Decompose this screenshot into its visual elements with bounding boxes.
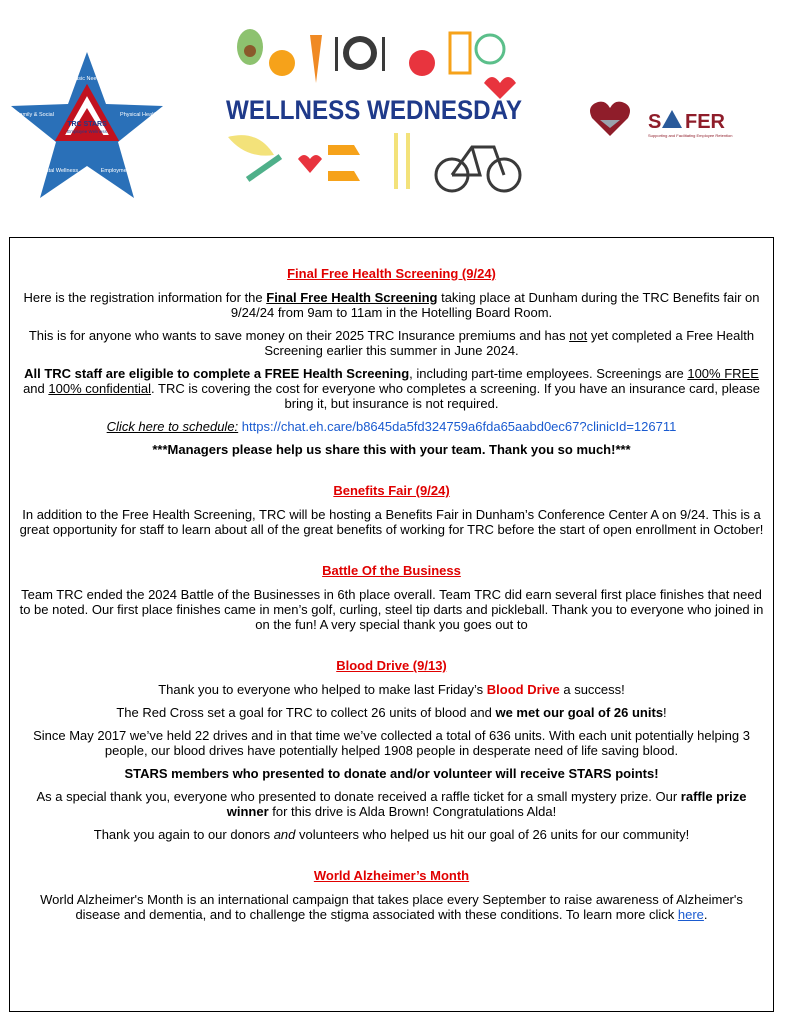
trc-stars-logo xyxy=(8,50,166,200)
fork-icon xyxy=(335,37,338,71)
orange-icon xyxy=(269,50,295,76)
schedule-label: Click here to schedule: xyxy=(106,419,239,434)
sneaker-icon xyxy=(328,145,360,155)
wheat-icon xyxy=(394,133,398,189)
screening-paragraph-2: This is for anyone who wants to save money on their 2025 TRC Insurance premiums and has not yet completed a Free Health Screening earlier this summer in June 2024. xyxy=(28,328,755,358)
apple-icon xyxy=(409,50,435,76)
wellness-wednesday-graphic xyxy=(222,25,527,200)
benefits-paragraph: In addition to the Free Health Screening, TRC will be hosting a Benefits Fair in Dunham’s Conference Center A on 9/24. This is a great opportunity for staff to learn about all of the great benefits of working for TRC before the start of open enrollment in October! xyxy=(19,507,764,537)
carrot-icon xyxy=(310,35,322,83)
screening-paragraph-1: Here is the registration information for the Final Free Health Screening taking place at Dunham during the TRC Benefits fair on 9/24/24 from 9am to 11am in the Hotelling Board Room. xyxy=(23,290,760,320)
safer-a-triangle xyxy=(662,110,682,128)
safer-letter-s: S xyxy=(648,111,662,133)
alzheimers-heading: World Alzheimer’s Month xyxy=(313,868,470,883)
sneaker-icon-2 xyxy=(328,171,360,181)
blood-paragraph-5: As a special thank you, everyone who presented to donate received a raffle ticket for a small mystery prize. Our raffle prize winner for this drive is Alda Brown! Congratulations Alda! xyxy=(36,789,747,819)
schedule-line xyxy=(18,419,765,434)
star-point-physical: Physical Health xyxy=(120,112,158,118)
battle-paragraph: Team TRC ended the 2024 Battle of the Businesses in 6th place overall. Team TRC did earn several first place finishes that need to be noted. Our first place finishes came in men’s golf, curling, steel tip darts and pickleball. Thank you to everyone who joined in on the fun! A very special thank you goes out to xyxy=(19,587,764,632)
star-point-family: Family & Social xyxy=(16,112,54,118)
battle-heading: Battle Of the Business xyxy=(322,563,461,578)
small-heart-icon xyxy=(298,155,322,173)
stars-logo-subtext: Employee Wellness xyxy=(67,129,107,134)
blood-paragraph-2: The Red Cross set a goal for TRC to collect 26 units of blood and we met our goal of 26 units! xyxy=(116,705,667,720)
wellness-title: WELLNESS WEDNESDAY xyxy=(226,95,522,125)
star-point-mental: Mental Wellness xyxy=(37,168,79,174)
blood-paragraph-3: Since May 2017 we’ve held 22 drives and in that time we’ve collected a total of 636 units. With each unit potentially helping 3 people, our blood drives have potentially helped 1908 people in desperate need of life saving blood. xyxy=(33,728,750,758)
header xyxy=(0,0,807,225)
knife-icon xyxy=(382,37,385,71)
blood-paragraph-6: Thank you again to our donors and volunteers who helped us hit our goal of 26 units for our community! xyxy=(93,827,690,842)
safer-logo xyxy=(588,100,763,145)
clock-icon xyxy=(476,35,504,63)
blood-drive-heading: Blood Drive (9/13) xyxy=(336,658,447,673)
blood-paragraph-4: STARS members who presented to donate and/or volunteer will receive STARS points! xyxy=(124,766,659,781)
juice-icon xyxy=(450,33,470,73)
blood-paragraph-1: Thank you to everyone who helped to make last Friday’s Blood Drive a success! xyxy=(158,682,625,697)
alzheimers-link[interactable]: here xyxy=(677,907,704,922)
heart-handshake-icon xyxy=(590,102,630,136)
dumbbell-icon xyxy=(246,154,282,182)
alzheimers-paragraph: World Alzheimer's Month is an international campaign that takes place every September to raise awareness of Alzheimer's disease and dementia, and to challenge the stigma associated with these conditions. To learn more click here. xyxy=(40,892,743,922)
schedule-link[interactable]: https://chat.eh.care/b8645da5fd324759a6fda65aabd0ec67?clinicId=126711 xyxy=(241,419,677,434)
star-point-basic-needs: Basic Needs xyxy=(71,76,103,82)
screening-paragraph-3: All TRC staff are eligible to complete a FREE Health Screening, including part-time employees. Screenings are 100% FREE and 100% confidential. TRC is covering the cost for everyone who completes a screening. If you have an insurance card, please bring it, but insurance is not required. xyxy=(23,366,760,411)
newsletter-box xyxy=(9,237,774,1012)
star-point-employment: Employment xyxy=(100,168,132,174)
benefits-heading: Benefits Fair (9/24) xyxy=(333,483,450,498)
safer-tagline: Supporting and Facilitating Employee Retention xyxy=(648,133,733,138)
safer-letters-fer: FER xyxy=(685,111,725,133)
stars-logo-text: TRC STARS xyxy=(67,121,107,128)
newsletter-content xyxy=(18,266,765,930)
bananas-icon xyxy=(228,135,274,155)
screening-heading: Final Free Health Screening (9/24) xyxy=(287,266,496,281)
managers-note: ***Managers please help us share this with your team. Thank you so much!*** xyxy=(152,442,631,457)
